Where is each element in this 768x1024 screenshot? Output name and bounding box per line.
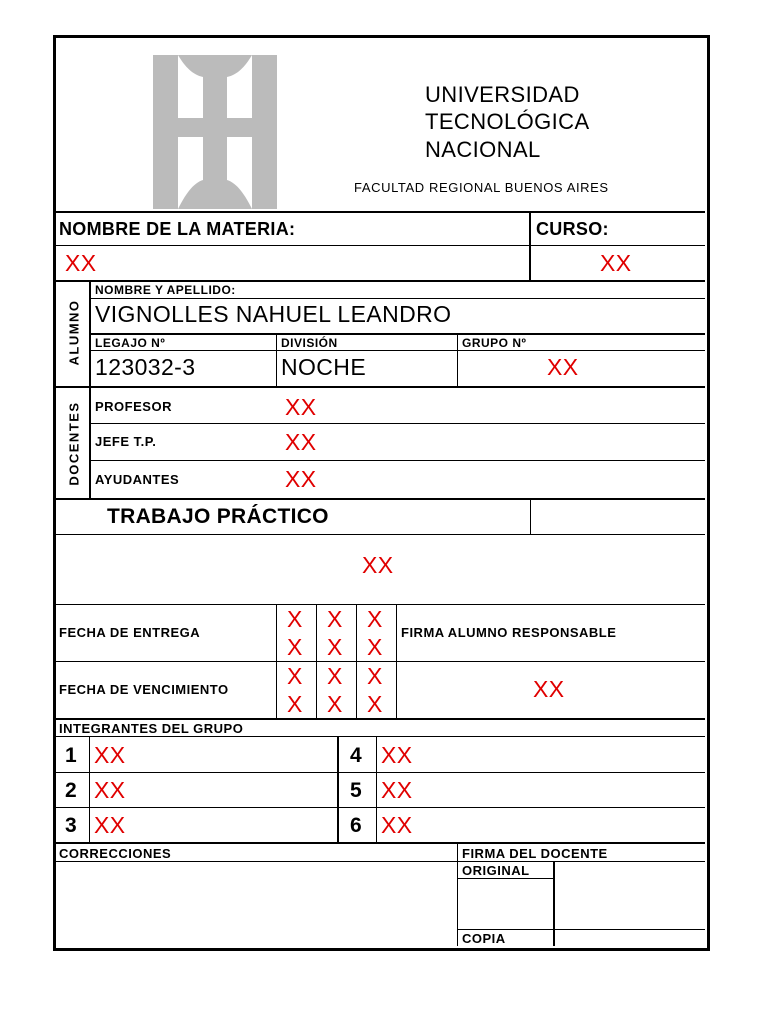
legajo-value[interactable]: 123032-3 bbox=[95, 354, 196, 380]
fecha-entrega-cell[interactable]: X bbox=[327, 634, 343, 660]
copia-label: COPIA bbox=[462, 931, 506, 946]
university-line-1: UNIVERSIDAD bbox=[425, 82, 580, 107]
member-name[interactable]: XX bbox=[94, 812, 126, 838]
member-name[interactable]: XX bbox=[381, 742, 413, 768]
fecha-vencimiento-cell[interactable]: X bbox=[327, 691, 343, 717]
jefe-tp-label: JEFE T.P. bbox=[95, 434, 157, 449]
curso-label: CURSO: bbox=[536, 219, 609, 239]
trabajo-label: TRABAJO PRÁCTICO bbox=[107, 505, 329, 528]
materia-label: NOMBRE DE LA MATERIA: bbox=[59, 219, 296, 239]
profesor-label: PROFESOR bbox=[95, 399, 172, 414]
trabajo-value[interactable]: XX bbox=[362, 552, 394, 578]
member-name[interactable]: XX bbox=[381, 777, 413, 803]
member-number: 6 bbox=[350, 814, 362, 837]
jefe-tp-value[interactable]: XX bbox=[285, 429, 317, 455]
grupo-label: GRUPO Nº bbox=[462, 336, 527, 350]
member-number: 4 bbox=[350, 744, 362, 767]
legajo-label: LEGAJO Nº bbox=[95, 336, 166, 350]
division-label: DIVISIÓN bbox=[281, 336, 338, 350]
fecha-entrega-cell[interactable]: X bbox=[367, 606, 383, 632]
correcciones-label: CORRECCIONES bbox=[59, 846, 172, 861]
member-name[interactable]: XX bbox=[381, 812, 413, 838]
ayudantes-value[interactable]: XX bbox=[285, 466, 317, 492]
fecha-vencimiento-cell[interactable]: X bbox=[287, 691, 303, 717]
fecha-vencimiento-cell[interactable]: X bbox=[367, 691, 383, 717]
fecha-entrega-cell[interactable]: X bbox=[327, 606, 343, 632]
member-number: 2 bbox=[65, 779, 77, 802]
ayudantes-label: AYUDANTES bbox=[95, 472, 180, 487]
materia-value[interactable]: XX bbox=[65, 250, 97, 276]
fecha-vencimiento-label: FECHA DE VENCIMIENTO bbox=[59, 682, 229, 697]
fecha-entrega-cell[interactable]: X bbox=[287, 634, 303, 660]
member-name[interactable]: XX bbox=[94, 742, 126, 768]
fecha-vencimiento-cell[interactable]: X bbox=[327, 663, 343, 689]
university-line-2: TECNOLÓGICA bbox=[425, 109, 590, 134]
faculty-name: FACULTAD REGIONAL BUENOS AIRES bbox=[354, 180, 609, 195]
fecha-entrega-label: FECHA DE ENTREGA bbox=[59, 625, 201, 640]
division-value[interactable]: NOCHE bbox=[281, 354, 367, 380]
integrantes-label: INTEGRANTES DEL GRUPO bbox=[59, 721, 244, 736]
original-label: ORIGINAL bbox=[462, 863, 530, 878]
firma-alumno-label: FIRMA ALUMNO RESPONSABLE bbox=[401, 625, 617, 640]
firma-docente-label: FIRMA DEL DOCENTE bbox=[462, 846, 608, 861]
fecha-entrega-cell[interactable]: X bbox=[287, 606, 303, 632]
member-number: 3 bbox=[65, 814, 77, 837]
alumno-section-label: ALUMNO bbox=[66, 299, 82, 366]
fecha-entrega-cell[interactable]: X bbox=[367, 634, 383, 660]
fecha-vencimiento-cell[interactable]: X bbox=[287, 663, 303, 689]
member-number: 1 bbox=[65, 744, 77, 767]
nombre-label: NOMBRE Y APELLIDO: bbox=[95, 283, 236, 297]
profesor-value[interactable]: XX bbox=[285, 394, 317, 420]
nombre-value[interactable]: VIGNOLLES NAHUEL LEANDRO bbox=[95, 301, 452, 327]
member-name[interactable]: XX bbox=[94, 777, 126, 803]
fecha-vencimiento-cell[interactable]: X bbox=[367, 663, 383, 689]
grupo-value[interactable]: XX bbox=[547, 354, 579, 380]
curso-value[interactable]: XX bbox=[600, 250, 632, 276]
docentes-section-label: DOCENTES bbox=[66, 401, 82, 486]
utn-logo-icon bbox=[153, 55, 277, 209]
firma-alumno-value[interactable]: XX bbox=[533, 676, 565, 702]
university-line-3: NACIONAL bbox=[425, 137, 541, 162]
member-number: 5 bbox=[350, 779, 362, 802]
